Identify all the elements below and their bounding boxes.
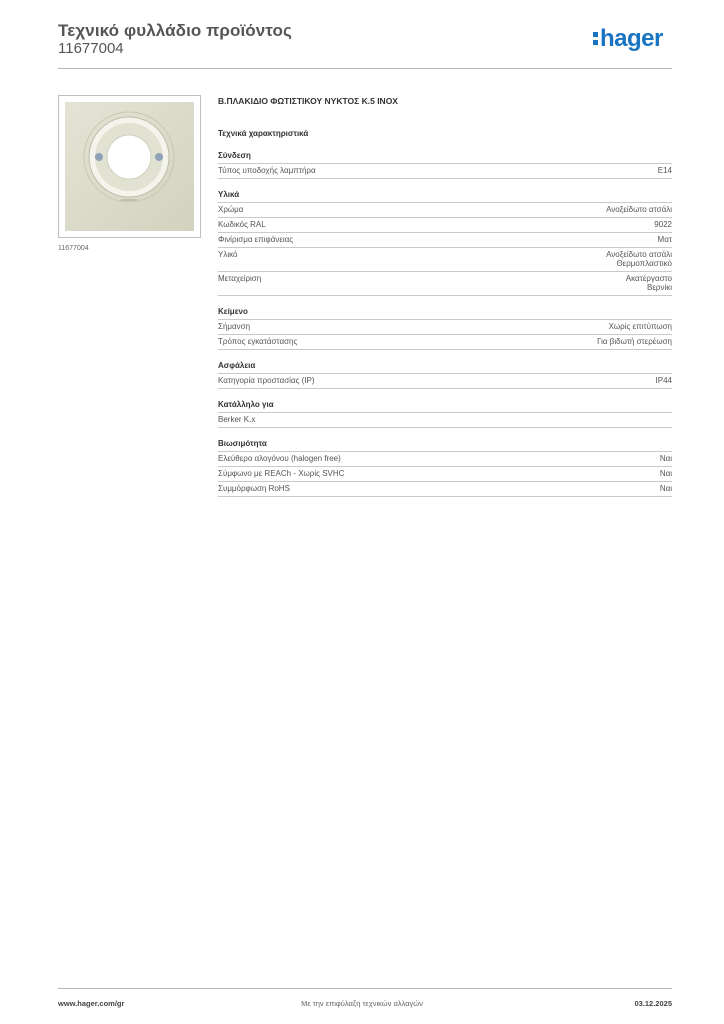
spec-row <box>218 218 672 233</box>
spec-value: Ανοξείδωτο ατσάλι Θερμοπλαστικό <box>606 250 672 268</box>
spec-label: Φινίρισμα επιφάνειας <box>218 235 294 244</box>
logo-text: hager <box>600 25 663 52</box>
spec-row <box>218 320 672 335</box>
header-divider <box>58 68 672 69</box>
sustainability-rows <box>218 452 672 497</box>
spec-row <box>218 272 672 296</box>
section-title: Κατάλληλο για <box>218 400 672 413</box>
section-title: Κείμενο <box>218 307 672 320</box>
spec-label: Χρώμα <box>218 205 244 214</box>
spec-value: Χωρίς επιτύπωση <box>608 322 672 331</box>
spec-section <box>218 307 672 350</box>
footer-website[interactable]: www.hager.com/gr <box>58 999 125 1008</box>
spec-row <box>218 203 672 218</box>
spec-label: Τύπος υποδοχής λαμπτήρα <box>218 166 316 175</box>
spec-label: Σύμφωνο με REACh - Χωρίς SVHC <box>218 469 345 478</box>
spec-label: Ελεύθερο αλογόνου (halogen free) <box>218 454 341 463</box>
spec-label: Κωδικός RAL <box>218 220 266 229</box>
spec-row <box>218 233 672 248</box>
section-title: Υλικά <box>218 190 672 203</box>
spec-value: E14 <box>657 166 672 175</box>
spec-label: Υλικό <box>218 250 238 259</box>
footer-date: 03.12.2025 <box>634 999 672 1008</box>
product-name: Β.ΠΛΑΚΙΔΙΟ ΦΩΤΙΣΤΙΚΟΥ ΝΥΚΤΟΣ Κ.5 ΙΝΟΧ <box>218 96 398 106</box>
spec-value: IP44 <box>655 376 672 385</box>
section-title: Σύνδεση <box>218 151 672 164</box>
spec-section <box>218 151 672 179</box>
spec-label: Συμμόρφωση RoHS <box>218 484 290 493</box>
spec-label: Τρόπος εγκατάστασης <box>218 337 298 346</box>
spec-label: Σήμανση <box>218 322 251 331</box>
spec-sections <box>218 151 672 389</box>
footer-notice: Με την επιφύλαξη τεχνικών αλλαγών <box>301 999 423 1008</box>
spec-row <box>218 248 672 272</box>
section-title: Ασφάλεια <box>218 361 672 374</box>
spec-value: Ματ <box>657 235 672 244</box>
spec-label: Κατηγορία προστασίας (IP) <box>218 376 315 385</box>
spec-row <box>218 164 672 179</box>
spec-section <box>218 361 672 389</box>
spec-value: Ανοξείδωτο ατσάλι <box>606 205 672 214</box>
spec-value: Ναι <box>659 484 672 493</box>
spec-section <box>218 190 672 296</box>
spec-value: 9022 <box>654 220 672 229</box>
spec-value: Ακατέργαστο Βερνίκι <box>625 274 672 292</box>
spec-value: Ναι <box>659 454 672 463</box>
hager-logo <box>593 27 663 51</box>
product-image <box>58 95 201 238</box>
logo-dots-icon <box>593 31 598 45</box>
section-title: Βιωσιμότητα <box>218 439 672 452</box>
sustainability-section <box>218 439 672 497</box>
spec-content <box>218 96 672 508</box>
spec-row <box>218 482 672 497</box>
tech-heading: Τεχνικά χαρακτηριστικά <box>218 129 309 138</box>
image-caption: 11677004 <box>58 245 89 252</box>
suitable-section <box>218 400 672 428</box>
spec-value: Για βιδωτή στερέωση <box>597 337 672 346</box>
cover-plate-illustration <box>59 96 200 237</box>
spec-label: Μεταχείριση <box>218 274 262 283</box>
footer-divider <box>58 988 672 989</box>
product-number: 11677004 <box>58 40 124 57</box>
document-title: Τεχνικό φυλλάδιο προϊόντος <box>58 21 292 40</box>
spec-row <box>218 374 672 389</box>
spec-row <box>218 452 672 467</box>
spec-row <box>218 335 672 350</box>
spec-row <box>218 467 672 482</box>
spec-value: Ναι <box>659 469 672 478</box>
suitable-item: Berker K.x <box>218 413 672 428</box>
